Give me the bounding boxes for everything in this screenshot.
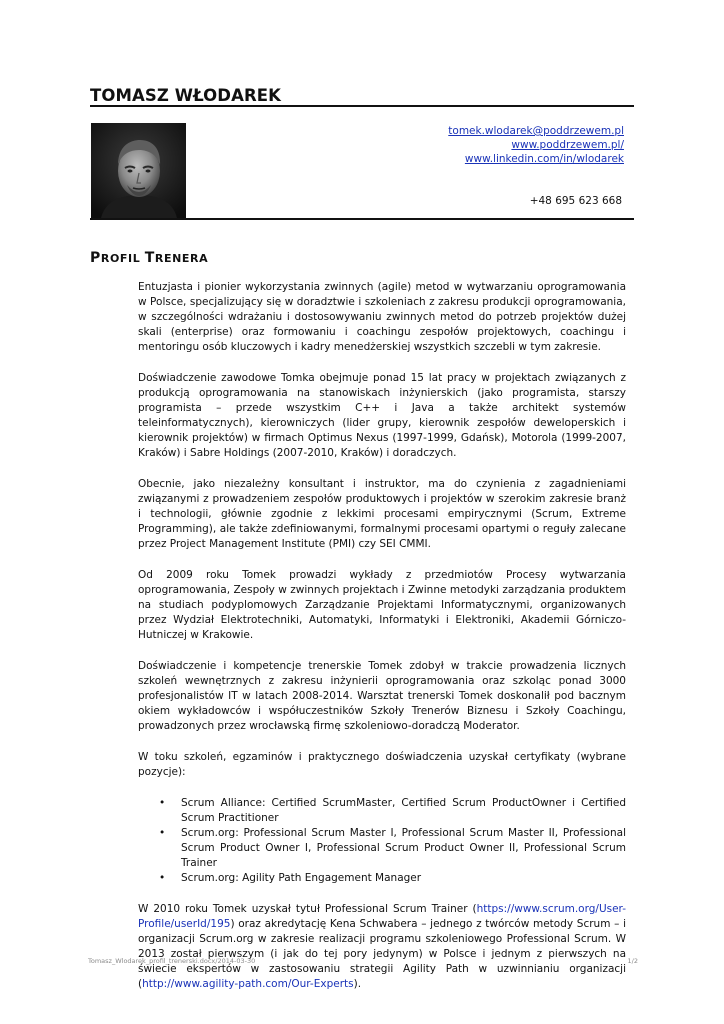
footer-filename: Tomasz_Wlodarek_profil_trenerski.docx/2014-03-30 — [88, 957, 256, 965]
phone-number: +48 695 623 668 — [529, 195, 622, 207]
footer-page-number: 1/2 — [627, 957, 638, 965]
list-item: • Scrum.org: Agility Path Engagement Manager — [159, 872, 422, 884]
paragraph: Od 2009 roku Tomek prowadzi wykłady z przedmiotów Procesy wytwarzania oprogramowania, Zespoły w zwinnych projektach i Zwinne metodyki zarządzania produktem na studiach podyplomowych Zarządzanie Projektami Informatycznymi, organizowanych przez Wydział Elektrotechniki, Automatyki, Informatyki i Elektroniki, Akademii Górniczo-Hutniczej w Krakowie. — [138, 569, 626, 641]
list-item: • Scrum.org: Professional Scrum Master I, Professional Scrum Master II, Professional Scrum Product Owner I, Professional Scrum Product Owner II, Professional Scrum Trainer — [159, 827, 626, 869]
profile-photo — [91, 123, 186, 218]
linkedin-link[interactable]: www.linkedin.com/in/wlodarek — [464, 153, 624, 165]
person-name: TOMASZ WŁODAREK — [90, 86, 282, 105]
paragraph: Doświadczenie i kompetencje trenerskie Tomek zdobył w trakcie prowadzenia licznych szkoleń wewnętrznych z zakresu inżynierii oprogramowania oraz szkoląc ponad 3000 profesjonalistów IT w latach 2008-2014. Warsztat trenerski Tomek doskonalił pod bacznym okiem wykładowców i współuczestników Szkoły Trenerów Biznesu i Szkoły Coachingu, prowadzonych przez wrocławską firmę szkoleniowo-doradczą Moderator. — [138, 660, 626, 732]
email-link[interactable]: tomek.wlodarek@poddrzewem.pl — [448, 125, 624, 137]
scrum-profile-link[interactable]: https://www.scrum.org/User-Profile/userId/195 — [138, 903, 626, 930]
paragraph: Obecnie, jako niezależny konsultant i instruktor, ma do czynienia z zagadnieniami związanymi z prowadzeniem zespołów produktowych i projektów w szerokim zakresie branż i technologii, głównie zgodnie z lekkimi procesami empirycznymi (Scrum, Extreme Programming), ale także zdefiniowanymi, formalnymi procesami opartymi o reguły zalecane przez Project Management Institute (PMI) czy SEI CMMI. — [138, 478, 626, 550]
paragraph: W 2010 roku Tomek uzyskał tytuł Professional Scrum Trainer (https://www.scrum.org/User-Profile/userId/195) oraz akredytację Kena Schwabera – jednego z twórców metody Scrum – i organizacji Scrum.org w zakresie realizacji programu szkoleniowego Professional Scrum. W 2013 został pierwszym (i jak do tej pory jedynym) w Polsce i jednym z pierwszych na świecie ekspertów w zastosowaniu strategii Agility Path w uzwinnianiu organizacji (http://www.agility-path.com/Our-Experts). — [138, 903, 626, 990]
contact-block — [448, 124, 624, 166]
paragraph: W toku szkoleń, egzaminów i praktycznego doświadczenia uzyskał certyfikaty (wybrane pozycje): — [138, 751, 626, 778]
section-title: PROFIL TRENERA — [90, 250, 209, 266]
list-item: • Scrum Alliance: Certified ScrumMaster, Certified Scrum ProductOwner i Certified Scrum Practitioner — [159, 797, 626, 824]
portrait-image — [91, 123, 186, 218]
website-link[interactable]: www.poddrzewem.pl/ — [511, 139, 624, 151]
header-bottom-rule — [90, 218, 634, 220]
profile-content — [138, 280, 626, 1008]
certificate-list — [138, 796, 626, 886]
header-rule — [90, 105, 634, 107]
agility-path-link[interactable]: http://www.agility-path.com/Our-Experts — [142, 978, 354, 990]
paragraph: Entuzjasta i pionier wykorzystania zwinnych (agile) metod w wytwarzaniu oprogramowania w Polsce, specjalizujący się w doradztwie i szkoleniach z zakresu produkcji oprogramowania, w szczególności wdrażaniu i dostosowywaniu zwinnych metod do potrzeb projektów dużej skali (enterprise) oraz formowaniu i coachingu zespołów projektowych, coachingu i mentoringu osób kluczowych i kadry menedżerskiej wszystkich szczebli w tym zakresie. — [138, 281, 626, 353]
paragraph: Doświadczenie zawodowe Tomka obejmuje ponad 15 lat pracy w projektach związanych z produkcją oprogramowania na stanowiskach inżynierskich (jako programista, starszy programista – przede wszystkim C++ i Java a także architekt systemów teleinformatycznych), kierowniczych (lider grupy, kierownik zespołów deweloperskich i kierownik projektów) w firmach Optimus Nexus (1997-1999, Gdańsk), Motorola (1999-2007, Kraków) i Sabre Holdings (2007-2010, Kraków) i doradczych. — [138, 372, 626, 459]
